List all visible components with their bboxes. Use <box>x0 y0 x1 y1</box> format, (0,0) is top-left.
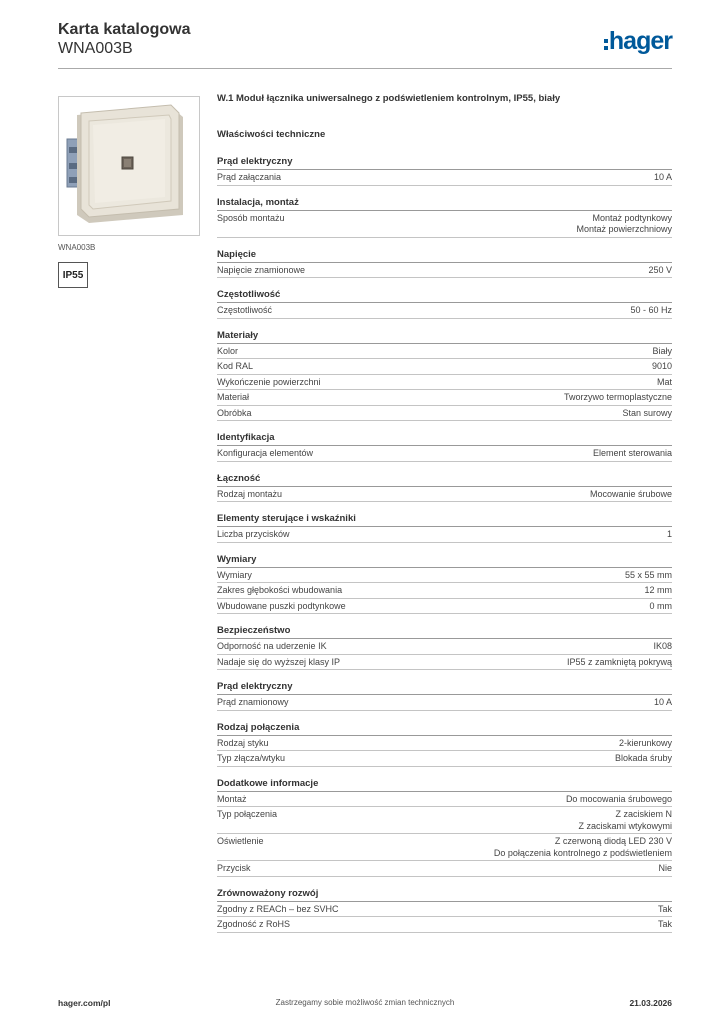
property-values <box>615 752 672 765</box>
property-value: 9010 <box>651 361 672 371</box>
hager-logo <box>604 26 672 56</box>
property-values <box>630 304 672 317</box>
property-value: IP55 z zamkniętą pokrywą <box>566 656 672 667</box>
property-row <box>217 917 672 933</box>
property-label: Wykończenie powierzchni <box>217 376 321 387</box>
footer-website-link[interactable]: hager.com/pl <box>58 998 111 1008</box>
property-values <box>667 528 672 541</box>
property-section <box>217 680 672 711</box>
property-values <box>658 918 672 931</box>
property-section <box>217 512 672 543</box>
property-label: Obróbka <box>217 407 252 418</box>
property-label: Odporność na uderzenie IK <box>217 641 327 651</box>
property-section <box>217 721 672 767</box>
property-value: 12 mm <box>644 585 672 595</box>
property-label: Kolor <box>217 345 239 356</box>
section-title: Częstotliwość <box>217 288 672 303</box>
property-section <box>217 431 672 462</box>
property-values <box>653 640 672 653</box>
header-divider <box>58 68 672 69</box>
property-row <box>217 375 672 391</box>
product-code: WNA003B <box>58 40 133 57</box>
property-value: Tak <box>657 919 672 929</box>
property-values <box>650 600 673 613</box>
property-values <box>657 376 672 389</box>
property-row <box>217 751 672 767</box>
product-title: W.1 Moduł łącznika uniwersalnego z podświetleniem kontrolnym, IP55, biały <box>217 93 561 104</box>
property-section <box>217 196 672 238</box>
property-values <box>494 835 672 859</box>
property-row <box>217 834 672 861</box>
document-title: Karta katalogowa <box>58 21 191 38</box>
property-value: Tak <box>657 903 672 914</box>
property-value: Z zaciskami wtykowymi <box>578 820 672 831</box>
property-label: Rodzaj montażu <box>217 488 283 499</box>
property-row <box>217 303 672 319</box>
section-title: Napięcie <box>217 248 672 263</box>
product-image <box>58 96 200 236</box>
property-row <box>217 861 672 877</box>
section-title: Instalacja, montaż <box>217 196 672 211</box>
property-section <box>217 553 672 615</box>
property-label: Wbudowane puszki podtynkowe <box>217 600 346 611</box>
section-title: Łączność <box>217 472 672 487</box>
property-value: Mat <box>656 376 672 387</box>
property-section <box>217 777 672 877</box>
property-section <box>217 288 672 319</box>
property-value: 250 V <box>648 264 672 275</box>
logo-text: hager <box>608 27 672 55</box>
property-label: Prąd znamionowy <box>217 697 289 707</box>
technical-properties <box>217 155 672 933</box>
property-label: Prąd załączania <box>217 172 282 182</box>
property-values <box>658 903 672 916</box>
property-values <box>564 391 672 404</box>
property-value: IK08 <box>653 641 672 651</box>
property-section <box>217 624 672 670</box>
property-value: Nie <box>658 863 672 873</box>
section-title: Identyfikacja <box>217 431 672 446</box>
property-section <box>217 155 672 186</box>
property-value: Biały <box>652 345 672 356</box>
document-header <box>58 20 672 68</box>
section-title: Prąd elektryczny <box>217 155 672 170</box>
property-row <box>217 446 672 462</box>
property-values <box>625 569 672 582</box>
property-section <box>217 329 672 422</box>
property-value: Blokada śruby <box>614 753 672 763</box>
property-label: Rodzaj styku <box>217 737 269 748</box>
property-label: Konfiguracja elementów <box>217 448 314 458</box>
property-values <box>578 808 672 832</box>
document-footer <box>58 998 672 1010</box>
property-row <box>217 406 672 422</box>
ip-rating-badge: IP55 <box>58 262 88 288</box>
property-values <box>654 696 672 709</box>
property-label: Sposób montażu <box>217 212 285 223</box>
property-value: Do mocowania śrubowego <box>565 793 672 804</box>
property-values <box>566 793 672 806</box>
property-value: Do połączenia kontrolnego z podświetleniem <box>493 847 672 858</box>
property-value: Montaż powierzchniowy <box>576 224 672 234</box>
property-values <box>648 264 672 277</box>
property-label: Przycisk <box>217 863 251 873</box>
property-section <box>217 472 672 503</box>
section-title: Elementy sterujące i wskaźniki <box>217 512 672 527</box>
property-value: 1 <box>666 529 672 539</box>
footer-date: 21.03.2026 <box>629 998 672 1008</box>
property-row <box>217 527 672 543</box>
property-value: Z zaciskiem N <box>615 809 672 819</box>
property-value: Element sterowania <box>592 448 672 458</box>
property-value: 10 A <box>653 697 672 707</box>
property-values <box>652 360 672 373</box>
property-row <box>217 807 672 834</box>
property-value: Montaż podtynkowy <box>592 212 672 223</box>
property-row <box>217 170 672 186</box>
property-values <box>576 212 672 236</box>
logo-dots-icon <box>604 39 608 50</box>
property-row <box>217 211 672 238</box>
property-label: Częstotliwość <box>217 305 273 315</box>
property-row <box>217 695 672 711</box>
property-values <box>644 584 672 597</box>
property-row <box>217 487 672 503</box>
section-title: Wymiary <box>217 553 672 568</box>
property-value: 2-kierunkowy <box>618 737 672 748</box>
property-label: Typ złącza/wtyku <box>217 753 286 763</box>
property-label: Zgodność z RoHS <box>217 919 291 929</box>
property-label: Napięcie znamionowe <box>217 264 306 275</box>
property-values <box>654 171 672 184</box>
property-value: 55 x 55 mm <box>624 569 672 580</box>
section-title: Materiały <box>217 329 672 344</box>
property-values <box>622 407 672 420</box>
property-row <box>217 599 672 615</box>
property-label: Kod RAL <box>217 361 254 371</box>
property-value: 0 mm <box>649 600 672 611</box>
property-values <box>658 862 672 875</box>
section-title: Dodatkowe informacje <box>217 777 672 792</box>
property-value: Mocowanie śrubowe <box>589 488 672 499</box>
property-section <box>217 887 672 933</box>
property-row <box>217 263 672 279</box>
product-image-caption: WNA003B <box>58 243 96 252</box>
property-values <box>593 447 672 460</box>
section-title: Prąd elektryczny <box>217 680 672 695</box>
property-value: 50 - 60 Hz <box>630 305 672 315</box>
property-label: Materiał <box>217 392 250 402</box>
switch-module-icon <box>59 97 199 235</box>
property-section <box>217 248 672 279</box>
property-label: Montaż <box>217 793 247 804</box>
property-row <box>217 583 672 599</box>
property-row <box>217 568 672 584</box>
property-row <box>217 639 672 655</box>
product-details <box>217 92 672 943</box>
section-title: Rodzaj połączenia <box>217 721 672 736</box>
property-row <box>217 655 672 671</box>
property-row <box>217 390 672 406</box>
section-title: Zrównoważony rozwój <box>217 887 672 902</box>
property-row <box>217 792 672 808</box>
technical-properties-heading: Właściwości techniczne <box>217 129 326 140</box>
property-label: Oświetlenie <box>217 836 264 846</box>
property-row <box>217 344 672 360</box>
property-label: Typ połączenia <box>217 809 278 819</box>
property-value: Stan surowy <box>622 407 672 418</box>
property-label: Wymiary <box>217 569 252 580</box>
property-values <box>567 656 672 669</box>
property-label: Nadaje się do wyższej klasy IP <box>217 656 341 667</box>
property-values <box>652 345 672 358</box>
property-value: Z czerwoną diodą LED 230 V <box>554 836 672 846</box>
footer-notice: Zastrzegamy sobie możliwość zmian technicznych <box>275 998 455 1007</box>
property-row <box>217 359 672 375</box>
property-label: Zgodny z REACh – bez SVHC <box>217 903 339 914</box>
section-title: Bezpieczeństwo <box>217 624 672 639</box>
property-values <box>590 488 672 501</box>
property-values <box>619 737 672 750</box>
property-value: 10 A <box>653 172 672 182</box>
property-label: Liczba przycisków <box>217 529 290 539</box>
property-label: Zakres głębokości wbudowania <box>217 585 343 595</box>
property-value: Tworzywo termoplastyczne <box>563 392 672 402</box>
property-row <box>217 902 672 918</box>
property-row <box>217 736 672 752</box>
